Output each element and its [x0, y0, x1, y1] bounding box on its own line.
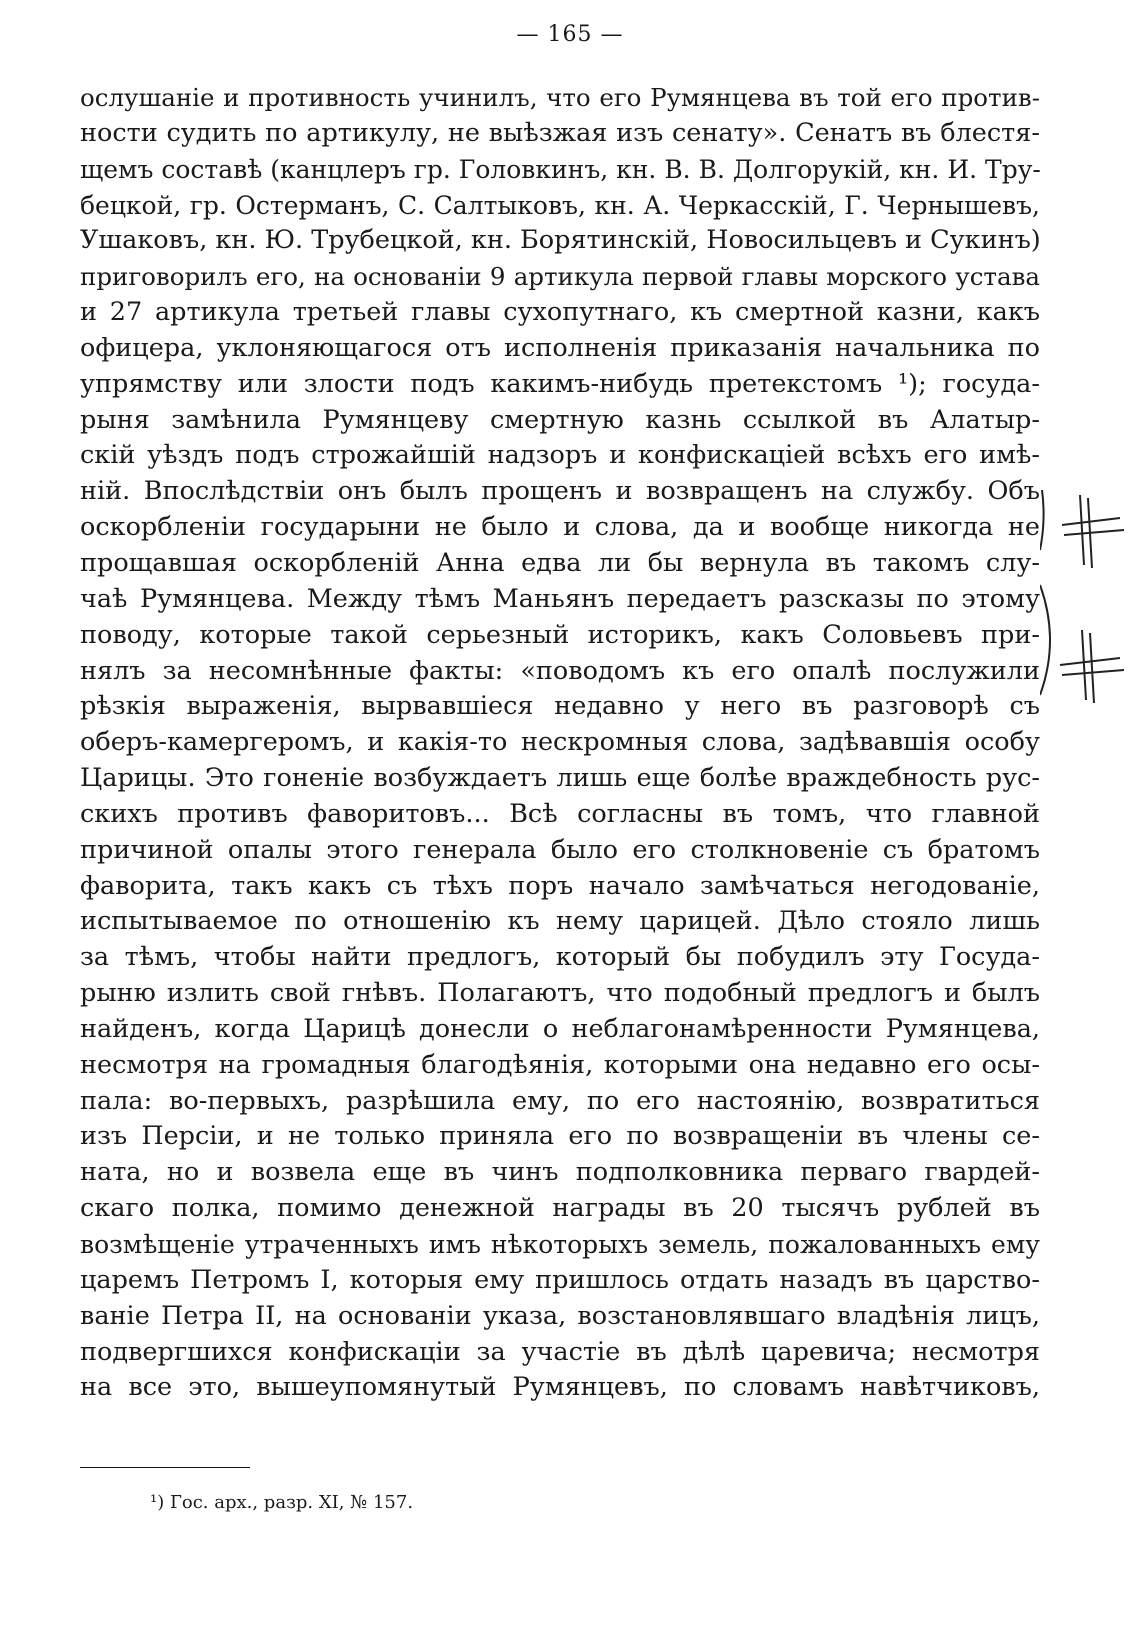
text-line: и 27 артикула третьей главы сухопутнаго, къ смертной казни, какъ	[80, 297, 1040, 328]
text-line: рыня замѣнила Румянцеву смертную казнь ссылкой въ Алатыр-	[80, 404, 1040, 435]
text-line: ній. Впослѣдствіи онъ былъ прощенъ и возвращенъ на службу. Объ	[80, 476, 1040, 507]
text-line: щемъ составѣ (канцлеръ гр. Головкинъ, кн. В. В. Долгорукій, кн. И. Тру-	[80, 154, 1041, 184]
text-line: приговорилъ его, на основаніи 9 артикула первой главы морского устава	[80, 262, 1040, 292]
text-line: ната, но и возвела еще въ чинъ подполковника перваго гвардей-	[80, 1157, 1040, 1188]
text-line: поводу, которые такой серьезный историкъ, какъ Соловьевъ при-	[80, 619, 1040, 650]
text-line: чаѣ Румянцева. Между тѣмъ Маньянъ передаетъ разсказы по этому	[80, 583, 1040, 614]
text-line: рыню излить свой гнѣвъ. Полагаютъ, что подобный предлогъ и былъ	[80, 978, 1040, 1009]
footnote: ¹) Гос. арх., разр. XI, № 157.	[150, 1492, 414, 1513]
text-line: подвергшихся конфискаціи за участіе въ дѣлѣ царевича; несмотря	[80, 1336, 1040, 1367]
body-text	[80, 80, 1040, 1406]
text-line: офицера, уклоняющагося отъ исполненія приказанія начальника по	[80, 332, 1040, 363]
text-line: оберъ-камергеромъ, и какія-то нескромныя слова, задѣвавшія особу	[80, 727, 1040, 758]
text-line: Ушаковъ, кн. Ю. Трубецкой, кн. Борятинскій, Новосильцевъ и Сукинъ)	[80, 225, 1041, 256]
page-number: — 165 —	[516, 22, 624, 47]
text-line: упрямству или злости подъ какимъ-нибудь претекстомъ ¹); госуда-	[80, 368, 1040, 399]
text-line: несмотря на громадныя благодѣянія, которыми она недавно его осы-	[80, 1049, 1040, 1080]
text-line: царемъ Петромъ I, которыя ему пришлось отдать назадъ въ царство-	[80, 1264, 1040, 1295]
text-line: нялъ за несомнѣнные факты: «поводомъ къ его опалѣ послужили	[80, 655, 1040, 686]
text-line: изъ Персіи, и не только приняла его по возвращеніи въ члены се-	[80, 1121, 1040, 1152]
handwritten-marks-icon	[1040, 490, 1140, 770]
text-line: за тѣмъ, чтобы найти предлогъ, который бы побудилъ эту Госуда-	[80, 942, 1040, 973]
footnote-divider	[80, 1467, 250, 1468]
text-line: бецкой, гр. Остерманъ, С. Салтыковъ, кн. А. Черкасскій, Г. Чернышевъ,	[80, 190, 1040, 220]
text-line: на все это, вышеупомянутый Румянцевъ, по словамъ навѣтчиковъ,	[80, 1372, 1040, 1403]
text-line: скаго полка, помимо денежной награды въ 20 тысячъ рублей въ	[80, 1193, 1040, 1224]
text-line: возмѣщеніе утраченныхъ имъ нѣкоторыхъ земель, пожалованныхъ ему	[80, 1230, 1040, 1259]
text-line: причиной опалы этого генерала было его столкновеніе съ братомъ	[80, 834, 1040, 865]
text-line: рѣзкія выраженія, вырвавшіеся недавно у него въ разговорѣ съ	[80, 691, 1040, 722]
text-line: пала: во-первыхъ, разрѣшила ему, по его настоянію, возвратиться	[80, 1085, 1040, 1116]
text-line: ности судить по артикулу, не выѣзжая изъ сенату». Сенатъ въ блестя-	[80, 117, 1040, 148]
text-line: найденъ, когда Царицѣ донесли о неблагонамѣренности Румянцева,	[80, 1013, 1040, 1044]
text-line: оскорбленіи государыни не было и слова, да и вообще никогда не	[80, 512, 1040, 543]
text-line: фаворита, такъ какъ съ тѣхъ поръ начало замѣчаться негодованіе,	[80, 870, 1040, 901]
text-line: скій уѣздъ подъ строжайшій надзоръ и конфискаціей всѣхъ его имѣ-	[80, 440, 1040, 471]
text-line: прощавшая оскорбленій Анна едва ли бы вернула въ такомъ слу-	[80, 547, 1040, 578]
text-line: ваніе Петра II, на основаніи указа, возстановлявшаго владѣнія лицъ,	[80, 1300, 1040, 1331]
text-line: испытываемое по отношенію къ нему царицей. Дѣло стояло лишь	[80, 906, 1040, 937]
margin-annotation	[1040, 490, 1140, 770]
text-line: Царицы. Это гоненіе возбуждаетъ лишь еще болѣе враждебность рус-	[80, 763, 1040, 794]
text-line: ослушаніе и противность учинилъ, что его Румянцева въ той его против-	[80, 83, 1040, 112]
text-line: скихъ противъ фаворитовъ... Всѣ согласны въ томъ, что главной	[80, 798, 1040, 829]
